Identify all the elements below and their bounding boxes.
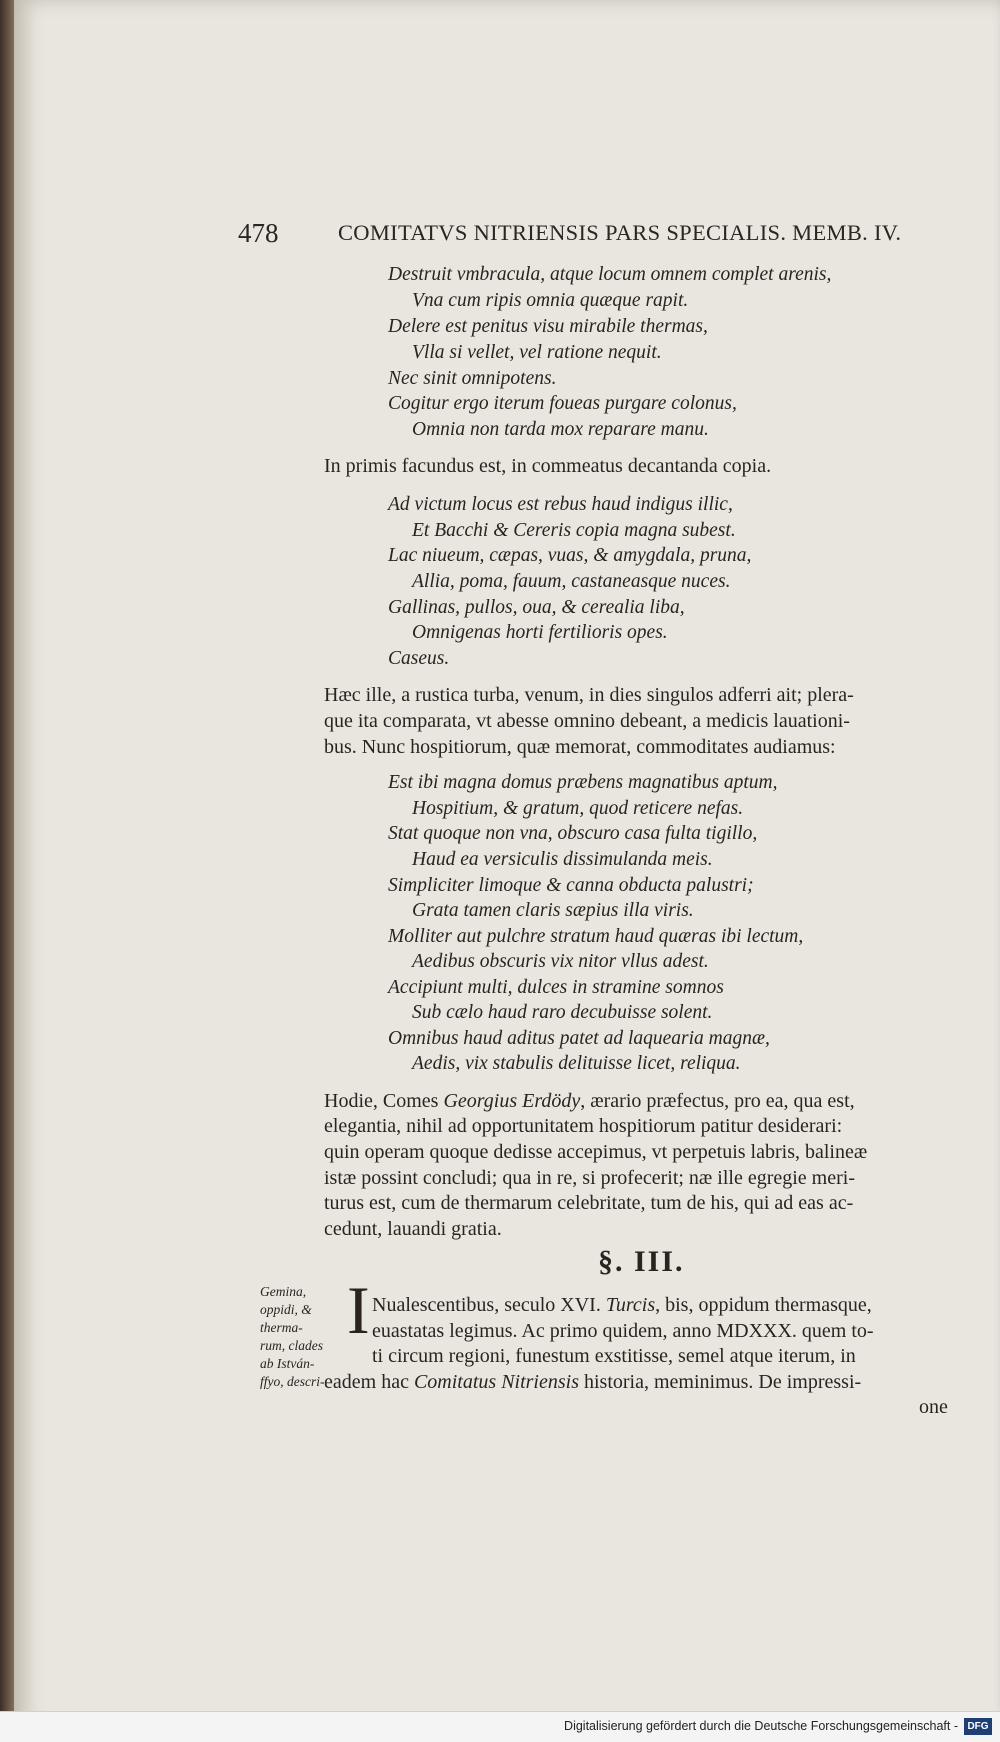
prose-paragraph: In primis facundus est, in commeatus decantanda copia. [324, 455, 772, 477]
verse-line: Ad victum locus est rebus haud indigus illic, [388, 494, 733, 515]
prose-line: turus est, cum de thermarum celebritate, tum de his, qui ad eas ac- [324, 1192, 854, 1214]
page-header [14, 218, 1000, 258]
prose-line: Hæc ille, a rustica turba, venum, in dies singulos adferri ait; plera- [324, 684, 854, 706]
prose-line: quin operam quoque dedisse accepimus, vt perpetuis labris, balineæ [324, 1141, 868, 1163]
prose-line: que ita comparata, vt abesse omnino debeant, a medicis lauationi- [324, 710, 850, 732]
prose-line: elegantia, nihil ad opportunitatem hospitiorum patitur desiderari: [324, 1115, 843, 1137]
margin-note: Gemina, oppidi, & therma- rum, clades ab István- ffyo, descri- [260, 1284, 325, 1389]
verse-line: Molliter aut pulchre stratum haud quæras ibi lectum, [388, 926, 804, 947]
verse-line: Omnia non tarda mox reparare manu. [412, 419, 709, 440]
prose-line: istæ possint concludi; qua in re, si profecerit; næ ille egregie meri- [324, 1167, 855, 1189]
verse-line: Simpliciter limoque & canna obducta palustri; [388, 875, 754, 896]
prose-line: Nualescentibus, seculo XVI. Turcis, bis, oppidum thermasque, [372, 1294, 872, 1316]
verse-line: Accipiunt multi, dulces in stramine somnos [388, 977, 724, 998]
prose-line: bus. Nunc hospitiorum, quæ memorat, commoditates audiamus: [324, 736, 836, 758]
page-number: 478 [238, 218, 279, 248]
verse-line: Aedis, vix stabulis delituisse licet, reliqua. [412, 1053, 741, 1074]
verse-line: Vlla si vellet, vel ratione nequit. [412, 342, 662, 363]
verse-line: Gallinas, pullos, oua, & cerealia liba, [388, 597, 685, 618]
prose-line: eadem hac Comitatus Nitriensis historia, meminimus. De impressi- [324, 1371, 862, 1393]
dfg-logo: DFG [964, 1718, 992, 1735]
verse-line: Cogitur ergo iterum foueas purgare colonus, [388, 393, 737, 414]
prose-line: Hodie, Comes Georgius Erdödy, ærario præfectus, pro ea, qua est, [324, 1090, 855, 1112]
prose-line: cedunt, lauandi gratia. [324, 1218, 502, 1240]
person-name: Georgius Erdödy [443, 1090, 581, 1112]
verse-line: Caseus. [388, 648, 450, 669]
verse-line: Delere est penitus visu mirabile thermas, [388, 316, 708, 337]
verse-line: Est ibi magna domus præbens magnatibus aptum, [388, 772, 778, 793]
verse-line: Nec sinit omnipotens. [388, 368, 557, 389]
verse-line: Destruit vmbracula, atque locum omnem complet arenis, [388, 264, 832, 285]
verse-line: Grata tamen claris sæpius illa viris. [412, 900, 694, 921]
digitization-footer [0, 1711, 1000, 1742]
verse-line: Lac niueum, cæpas, vuas, & amygdala, pruna, [388, 545, 752, 566]
prose-line: euastatas legimus. Ac primo quidem, anno MDXXX. quem to- [372, 1320, 874, 1342]
running-title: COMITATVS NITRIENSIS PARS SPECIALIS. MEMB. IV. [338, 220, 902, 245]
verse-line: Omnibus haud aditus patet ad laquearia magnæ, [388, 1028, 770, 1049]
verse-line: Vna cum ripis omnia quæque rapit. [412, 290, 689, 311]
verse-line: Stat quoque non vna, obscuro casa fulta tigillo, [388, 823, 758, 844]
catchword: one [919, 1396, 948, 1418]
prose-line: ti circum regioni, funestum exstitisse, semel atque iterum, in [372, 1345, 856, 1367]
book-page [14, 0, 1000, 1741]
section-heading: §. III. [598, 1245, 685, 1278]
verse-line: Hospitium, & gratum, quod reticere nefas. [412, 798, 744, 819]
footer-text: Digitalisierung gefördert durch die Deutsche Forschungsgemeinschaft - [564, 1719, 958, 1733]
verse-line: Haud ea versiculis dissimulanda meis. [412, 849, 713, 870]
drop-cap: I [347, 1272, 370, 1348]
verse-line: Aedibus obscuris vix nitor vllus adest. [412, 951, 709, 972]
verse-line: Omnigenas horti fertilioris opes. [412, 622, 668, 643]
verse-line: Allia, poma, fauum, castaneasque nuces. [412, 571, 731, 592]
verse-line: Et Bacchi & Cereris copia magna subest. [412, 520, 736, 541]
verse-line: Sub cælo haud raro decubuisse solent. [412, 1002, 713, 1023]
